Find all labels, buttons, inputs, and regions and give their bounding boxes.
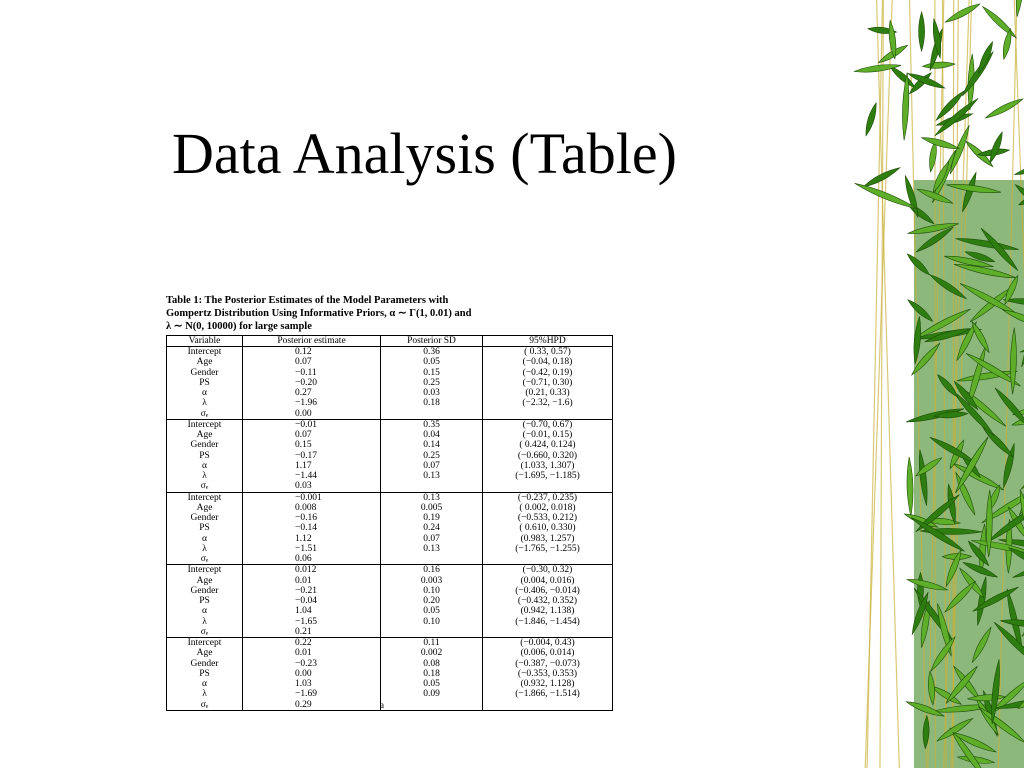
cell-sd: 0.14 <box>381 440 483 450</box>
cell-estimate: 1.04 <box>243 606 381 616</box>
cell-hpd: ( 0.33, 0.57) <box>483 347 613 358</box>
table-row <box>167 638 613 649</box>
cell-sd: 0.09 <box>381 689 483 699</box>
cell-variable: σₑ <box>167 481 243 492</box>
cell-estimate: −0.14 <box>243 523 381 533</box>
cell-estimate: 0.15 <box>243 440 381 450</box>
cell-sd: 0.10 <box>381 617 483 627</box>
table-row <box>167 492 613 503</box>
cell-sd: 0.11 <box>381 638 483 649</box>
cell-sd: 0.36 <box>381 347 483 358</box>
cell-sd: 0.05 <box>381 606 483 616</box>
cell-hpd: (−1.846, −1.454) <box>483 617 613 627</box>
estimates-table <box>166 335 613 711</box>
table-row <box>167 398 613 408</box>
cell-estimate: 0.29 <box>243 700 381 711</box>
cell-sd: 0.005 <box>381 503 483 513</box>
cell-sd: 0.25 <box>381 451 483 461</box>
table-row <box>167 368 613 378</box>
column-header: 95%HPD <box>483 336 613 347</box>
table-row <box>167 596 613 606</box>
slide-title: Data Analysis (Table) <box>172 121 677 186</box>
cell-hpd: (−1.765, −1.255) <box>483 544 613 554</box>
table-row <box>167 534 613 544</box>
cell-hpd: (−0.237, 0.235) <box>483 492 613 503</box>
cell-variable: Gender <box>167 659 243 669</box>
column-header: Posterior SD <box>381 336 483 347</box>
table-row <box>167 503 613 513</box>
table-row <box>167 659 613 669</box>
cell-estimate: 0.03 <box>243 481 381 492</box>
cell-estimate: −1.51 <box>243 544 381 554</box>
cell-estimate: 1.12 <box>243 534 381 544</box>
cell-estimate: 1.17 <box>243 461 381 471</box>
cell-hpd: (−1.866, −1.514) <box>483 689 613 699</box>
cell-sd: 0.18 <box>381 398 483 408</box>
cell-hpd: (−0.353, 0.353) <box>483 669 613 679</box>
cell-hpd: (−0.42, 0.19) <box>483 368 613 378</box>
table-row <box>167 419 613 430</box>
cell-sd: 0.07 <box>381 461 483 471</box>
cell-estimate: 0.27 <box>243 388 381 398</box>
cell-sd: 0.13 <box>381 471 483 481</box>
cell-variable: Age <box>167 430 243 440</box>
cell-hpd <box>483 700 613 711</box>
cell-variable: λ <box>167 689 243 699</box>
column-header: Posterior estimate <box>243 336 381 347</box>
table-row <box>167 513 613 523</box>
cell-hpd <box>483 481 613 492</box>
cell-sd: 0.03 <box>381 388 483 398</box>
table-row <box>167 627 613 638</box>
cell-hpd: (−0.70, 0.67) <box>483 419 613 430</box>
cell-sd: 0.05 <box>381 357 483 367</box>
cell-hpd: (−0.533, 0.212) <box>483 513 613 523</box>
cell-sd: 0.18 <box>381 669 483 679</box>
cell-variable: σₑ <box>167 409 243 420</box>
cell-estimate: 1.03 <box>243 679 381 689</box>
cell-estimate: 0.012 <box>243 565 381 576</box>
cell-estimate: 0.06 <box>243 554 381 565</box>
cell-sd: 0.05 <box>381 679 483 689</box>
cell-hpd <box>483 627 613 638</box>
cell-estimate: 0.07 <box>243 430 381 440</box>
cell-variable: Age <box>167 357 243 367</box>
cell-sd: 0.15 <box>381 368 483 378</box>
cell-hpd: (0.21, 0.33) <box>483 388 613 398</box>
table-row <box>167 669 613 679</box>
cell-hpd: (−0.71, 0.30) <box>483 378 613 388</box>
cell-sd: 0.13 <box>381 492 483 503</box>
table-header-row <box>167 336 613 347</box>
cell-estimate: −1.96 <box>243 398 381 408</box>
cell-sd: 0.25 <box>381 378 483 388</box>
cell-estimate: −1.65 <box>243 617 381 627</box>
table-row <box>167 617 613 627</box>
cell-variable: α <box>167 606 243 616</box>
table-row <box>167 430 613 440</box>
cell-estimate: −0.20 <box>243 378 381 388</box>
cell-sd: 0.08 <box>381 659 483 669</box>
cell-variable: Age <box>167 648 243 658</box>
cell-variable: λ <box>167 398 243 408</box>
cell-hpd: (−0.387, −0.073) <box>483 659 613 669</box>
table-row <box>167 481 613 492</box>
cell-hpd: (0.004, 0.016) <box>483 576 613 586</box>
cell-sd <box>381 700 483 711</box>
cell-variable: λ <box>167 544 243 554</box>
cell-estimate: −0.17 <box>243 451 381 461</box>
cell-estimate: 0.12 <box>243 347 381 358</box>
cell-variable: PS <box>167 523 243 533</box>
cell-hpd: (−1.695, −1.185) <box>483 471 613 481</box>
cell-variable: Intercept <box>167 347 243 358</box>
caption-line: Table 1: The Posterior Estimates of the Model Parameters with <box>166 295 449 306</box>
cell-sd <box>381 554 483 565</box>
cell-sd: 0.35 <box>381 419 483 430</box>
cell-variable: α <box>167 461 243 471</box>
cell-variable: Age <box>167 576 243 586</box>
table-row <box>167 461 613 471</box>
table-row <box>167 409 613 420</box>
cell-sd: 0.16 <box>381 565 483 576</box>
cell-sd: 0.20 <box>381 596 483 606</box>
cell-sd: 0.003 <box>381 576 483 586</box>
cell-hpd <box>483 409 613 420</box>
caption-line: Gompertz Distribution Using Informative Priors, α ∼ Γ(1, 0.01) and <box>166 308 472 319</box>
cell-variable: α <box>167 388 243 398</box>
cell-variable: Age <box>167 503 243 513</box>
cell-estimate: 0.01 <box>243 576 381 586</box>
table-row <box>167 388 613 398</box>
cell-hpd: (−0.406, −0.014) <box>483 586 613 596</box>
cell-estimate: −0.11 <box>243 368 381 378</box>
cell-variable: PS <box>167 596 243 606</box>
cell-variable: Intercept <box>167 638 243 649</box>
cell-hpd: (−2.32, −1.6) <box>483 398 613 408</box>
table-row <box>167 679 613 689</box>
cell-variable: σₑ <box>167 554 243 565</box>
table-row <box>167 586 613 596</box>
cell-variable: Gender <box>167 368 243 378</box>
table-row <box>167 565 613 576</box>
cell-sd: 0.07 <box>381 534 483 544</box>
cell-estimate: 0.00 <box>243 409 381 420</box>
cell-variable: PS <box>167 378 243 388</box>
cell-variable: σₑ <box>167 627 243 638</box>
stray-mark: a <box>380 700 384 710</box>
cell-hpd: (−0.04, 0.18) <box>483 357 613 367</box>
cell-hpd <box>483 554 613 565</box>
cell-estimate: −1.44 <box>243 471 381 481</box>
cell-variable: λ <box>167 617 243 627</box>
cell-hpd: (−0.660, 0.320) <box>483 451 613 461</box>
cell-sd <box>381 409 483 420</box>
table-row <box>167 471 613 481</box>
table-row <box>167 440 613 450</box>
table-row <box>167 606 613 616</box>
cell-hpd: (0.006, 0.014) <box>483 648 613 658</box>
cell-estimate: 0.22 <box>243 638 381 649</box>
cell-hpd: (1.033, 1.307) <box>483 461 613 471</box>
table-row <box>167 544 613 554</box>
cell-estimate: 0.07 <box>243 357 381 367</box>
cell-hpd: ( 0.002, 0.018) <box>483 503 613 513</box>
table-row <box>167 451 613 461</box>
cell-variable: Gender <box>167 586 243 596</box>
cell-sd <box>381 481 483 492</box>
column-header: Variable <box>167 336 243 347</box>
cell-hpd: (−0.004, 0.43) <box>483 638 613 649</box>
cell-sd: 0.24 <box>381 523 483 533</box>
cell-estimate: 0.00 <box>243 669 381 679</box>
cell-hpd: (0.983, 1.257) <box>483 534 613 544</box>
cell-estimate: −0.16 <box>243 513 381 523</box>
cell-estimate: −0.001 <box>243 492 381 503</box>
table-row <box>167 554 613 565</box>
cell-hpd: (−0.01, 0.15) <box>483 430 613 440</box>
cell-sd: 0.002 <box>381 648 483 658</box>
table-body <box>167 347 613 711</box>
cell-estimate: 0.01 <box>243 648 381 658</box>
cell-variable: α <box>167 679 243 689</box>
cell-variable: Intercept <box>167 565 243 576</box>
cell-variable: Intercept <box>167 492 243 503</box>
table-caption <box>166 294 612 333</box>
cell-variable: PS <box>167 669 243 679</box>
cell-estimate: −0.04 <box>243 596 381 606</box>
cell-hpd: (−0.30, 0.32) <box>483 565 613 576</box>
table-row <box>167 378 613 388</box>
table-row <box>167 648 613 658</box>
cell-estimate: −1.69 <box>243 689 381 699</box>
cell-sd: 0.04 <box>381 430 483 440</box>
cell-sd: 0.13 <box>381 544 483 554</box>
cell-estimate: 0.21 <box>243 627 381 638</box>
cell-hpd: ( 0.424, 0.124) <box>483 440 613 450</box>
cell-variable: PS <box>167 451 243 461</box>
cell-estimate: −0.23 <box>243 659 381 669</box>
cell-variable: α <box>167 534 243 544</box>
bamboo-leaves-image <box>844 0 1024 768</box>
table-row <box>167 523 613 533</box>
cell-sd <box>381 627 483 638</box>
cell-hpd: (0.942, 1.138) <box>483 606 613 616</box>
cell-estimate: −0.21 <box>243 586 381 596</box>
cell-sd: 0.10 <box>381 586 483 596</box>
caption-line: λ ∼ N(0, 10000) for large sample <box>166 321 312 332</box>
cell-estimate: −0.01 <box>243 419 381 430</box>
cell-estimate: 0.008 <box>243 503 381 513</box>
cell-hpd: ( 0.610, 0.330) <box>483 523 613 533</box>
table-row <box>167 576 613 586</box>
table-row <box>167 357 613 367</box>
table-row <box>167 347 613 358</box>
cell-variable: Intercept <box>167 419 243 430</box>
cell-hpd: (0.932, 1.128) <box>483 679 613 689</box>
table-row <box>167 689 613 699</box>
table-row <box>167 700 613 711</box>
cell-variable: Gender <box>167 513 243 523</box>
cell-sd: 0.19 <box>381 513 483 523</box>
cell-variable: σₑ <box>167 700 243 711</box>
cell-variable: λ <box>167 471 243 481</box>
cell-variable: Gender <box>167 440 243 450</box>
cell-hpd: (−0.432, 0.352) <box>483 596 613 606</box>
